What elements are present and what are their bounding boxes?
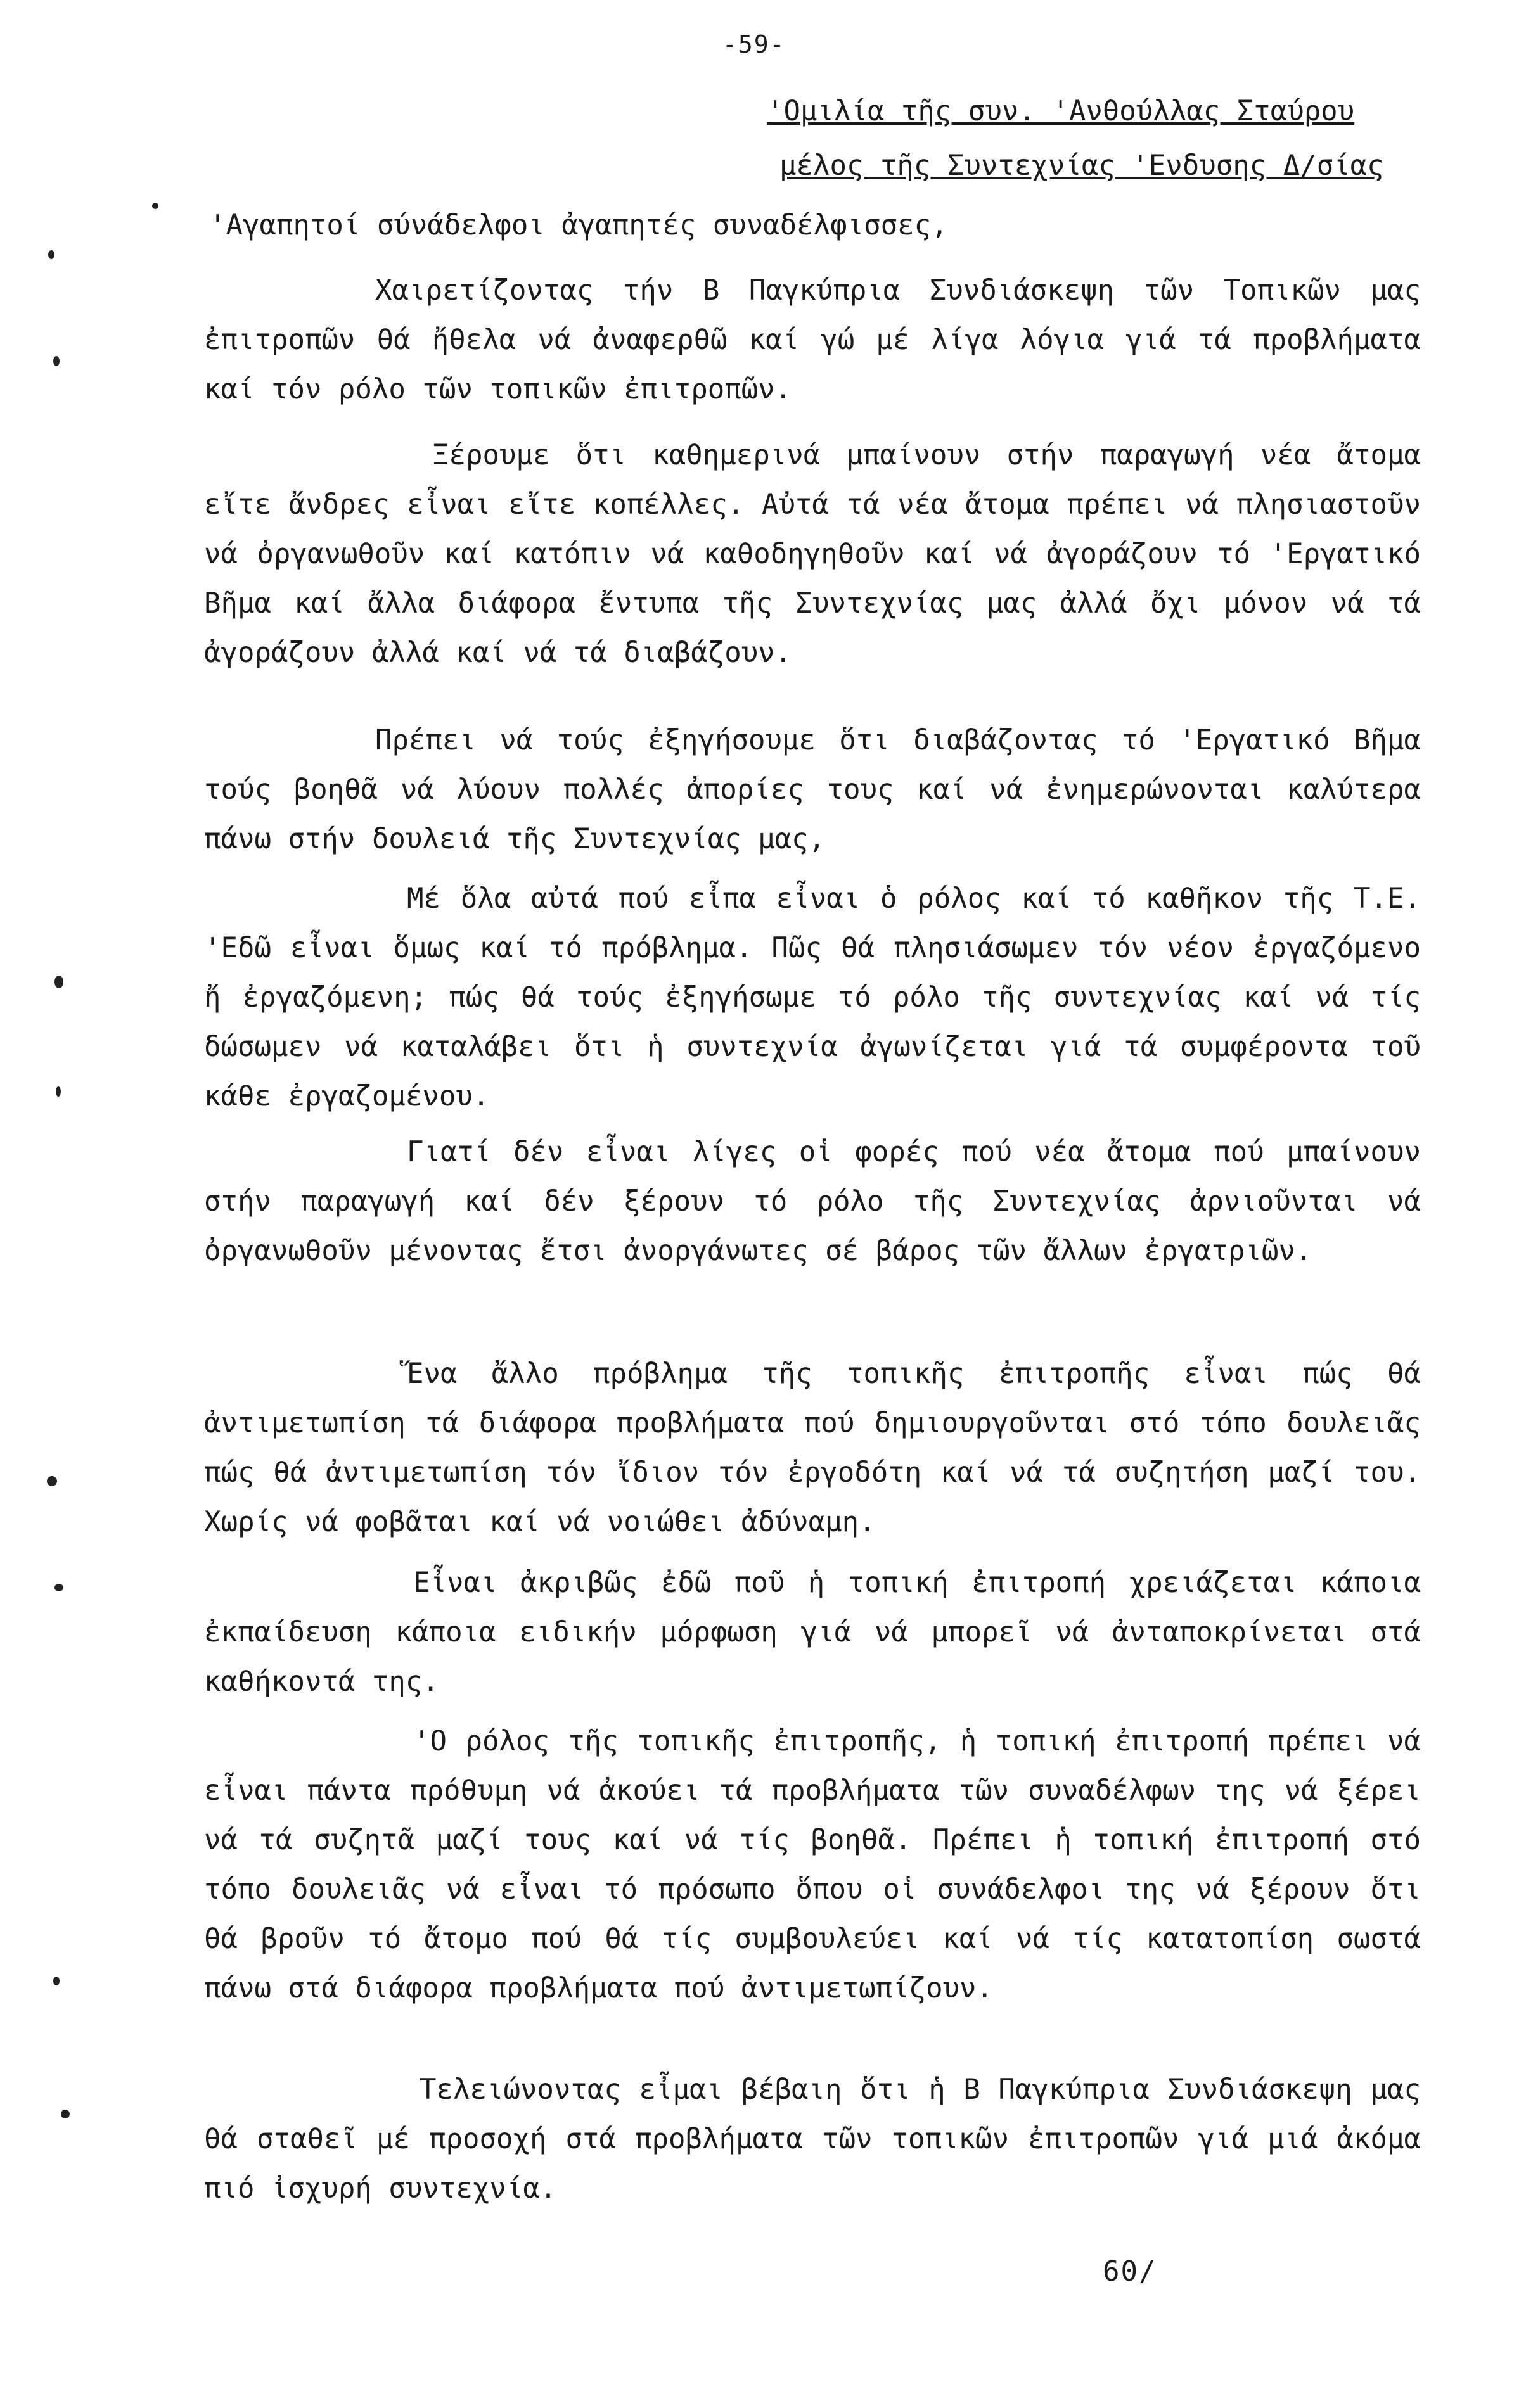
scan-speck — [61, 2110, 70, 2118]
paragraph-1: Χαιρετίζοντας τήν Β Παγκύπρια Συνδιάσκεψη τῶν Τοπικῶν μας ἐπιτροπῶν θά ἤθελα νά ἀναφερθῶ καί γώ μέ λίγα λόγια γιά τά προβλήματα καί τόν ρόλο τῶν τοπικῶν ἐπιτροπῶν. — [204, 274, 1421, 405]
paragraph-8: 'Ο ρόλος τῆς τοπικῆς ἐπιτροπῆς, ἡ τοπική ἐπιτροπή πρέπει νά εἶναι πάντα πρόθυμη νά ἀκούει τά προβλήματα τῶν συναδέλφων της νά ξέρει νά τά συζητᾶ μαζί τους καί νά τίς βοηθᾶ. Πρέπει ἡ τοπική ἐπιτροπή στό τόπο δουλειᾶς νά εἶναι τό πρόσωπο ὅπου οἱ συνάδελφοι της νά ξέρουν ὅτι θά βροῦν τό ἄτομο πού θά τίς συμβουλεύει καί νά τίς κατατοπίση σωστά πάνω στά διάφορα προβλήματα πού ἀντιμετωπίζουν. — [204, 1725, 1421, 2004]
paragraph-4: Μέ ὅλα αὐτά πού εἶπα εἶναι ὁ ρόλος καί τό καθῆκον τῆς Τ.Ε. 'Εδῶ εἶναι ὅμως καί τό πρόβλημα. Πῶς θά πλησιάσωμεν τόν νέον ἐργαζόμενο ἤ ἐργαζόμενη; πώς θά τούς ἐξηγήσωμε τό ρόλο τῆς συντεχνίας καί νά τίς δώσωμεν νά καταλάβει ὅτι ἡ συντεχνία ἀγωνίζεται γιά τά συμφέροντα τοῦ κάθε ἐργαζομένου. — [204, 882, 1421, 1112]
paragraph-2: Ξέρουμε ὅτι καθημερινά μπαίνουν στήν παραγωγή νέα ἄτομα εἴτε ἄνδρες εἶναι εἴτε κοπέλλες. Αὐτά τά νέα ἄτομα πρέπει νά πλησιαστοῦν νά ὀργανωθοῦν καί κατόπιν νά καθοδηγηθοῦν καί νά ἀγοράζουν τό 'Εργατικό Βῆμα καί ἄλλα διάφορα ἔντυπα τῆς Συντεχνίας μας ἀλλά ὄχι μόνον νά τά ἀγοράζουν ἀλλά καί νά τά διαβάζουν. — [204, 439, 1421, 669]
paragraph-3: Πρέπει νά τούς ἐξηγήσουμε ὅτι διαβάζοντας τό 'Εργατικό Βῆμα τούς βοηθᾶ νά λύουν πολλές ἀπορίες τους καί νά ἐνημερώνονται καλύτερα πάνω στήν δουλειά τῆς Συντεχνίας μας, — [204, 724, 1421, 855]
scan-speck — [53, 356, 60, 366]
salutation: 'Αγαπητοί σύνάδελφοι ἀγαπητές συναδέλφισσες, — [209, 209, 948, 241]
speech-heading-line-2: μέλος τῆς Συντεχνίας 'Ενδυσης Δ/σίας — [779, 150, 1384, 182]
speech-heading-line-1: 'Ομιλία τῆς συν. 'Ανθούλλας Σταύρου — [767, 95, 1355, 127]
scan-speck — [54, 976, 63, 988]
next-page-marker: 60/ — [1103, 2255, 1157, 2288]
page-number: -59- — [722, 30, 786, 58]
paragraph-5: Γιατί δέν εἶναι λίγες οἱ φορές πού νέα ἄτομα πού μπαίνουν στήν παραγωγή καί δέν ξέρουν τό ρόλο τῆς Συντεχνίας ἀρνιοῦνται νά ὀργανωθοῦν μένοντας ἔτσι ἀνοργάνωτες σέ βάρος τῶν ἄλλων ἐργατριῶν. — [204, 1136, 1421, 1267]
scan-speck — [152, 203, 158, 209]
scan-speck — [56, 1086, 61, 1097]
scan-speck — [47, 1476, 57, 1486]
paragraph-7: Εἶναι ἀκριβῶς ἐδῶ ποῦ ἡ τοπική ἐπιτροπή χρειάζεται κάποια ἐκπαίδευση κάποια ειδικήν μόρφωση γιά νά μπορεῖ νά ἀνταποκρίνεται στά καθήκοντά της. — [204, 1567, 1421, 1698]
scan-speck — [48, 250, 54, 259]
paragraph-9: Τελειώνοντας εἶμαι βέβαιη ὅτι ἡ Β Παγκύπρια Συνδιάσκεψη μας θά σταθεῖ μέ προσοχή στά προβλήματα τῶν τοπικῶν ἐπιτροπῶν γιά μιά ἀκόμα πιό ἰσχυρή συντεχνία. — [204, 2074, 1421, 2205]
scan-speck — [53, 1977, 60, 1985]
paragraph-6: Ἕνα ἄλλο πρόβλημα τῆς τοπικῆς ἐπιτροπῆς εἶναι πώς θά ἀντιμετωπίση τά διάφορα προβλήματα πού δημιουργοῦνται στό τόπο δουλειᾶς πώς θά ἀντιμετωπίση τόν ἴδιον τόν ἐργοδότη καί νά τά συζητήση μαζί του. Χωρίς νά φοβᾶται καί νά νοιώθει ἀδύναμη. — [204, 1358, 1421, 1538]
scan-speck — [54, 1584, 63, 1591]
